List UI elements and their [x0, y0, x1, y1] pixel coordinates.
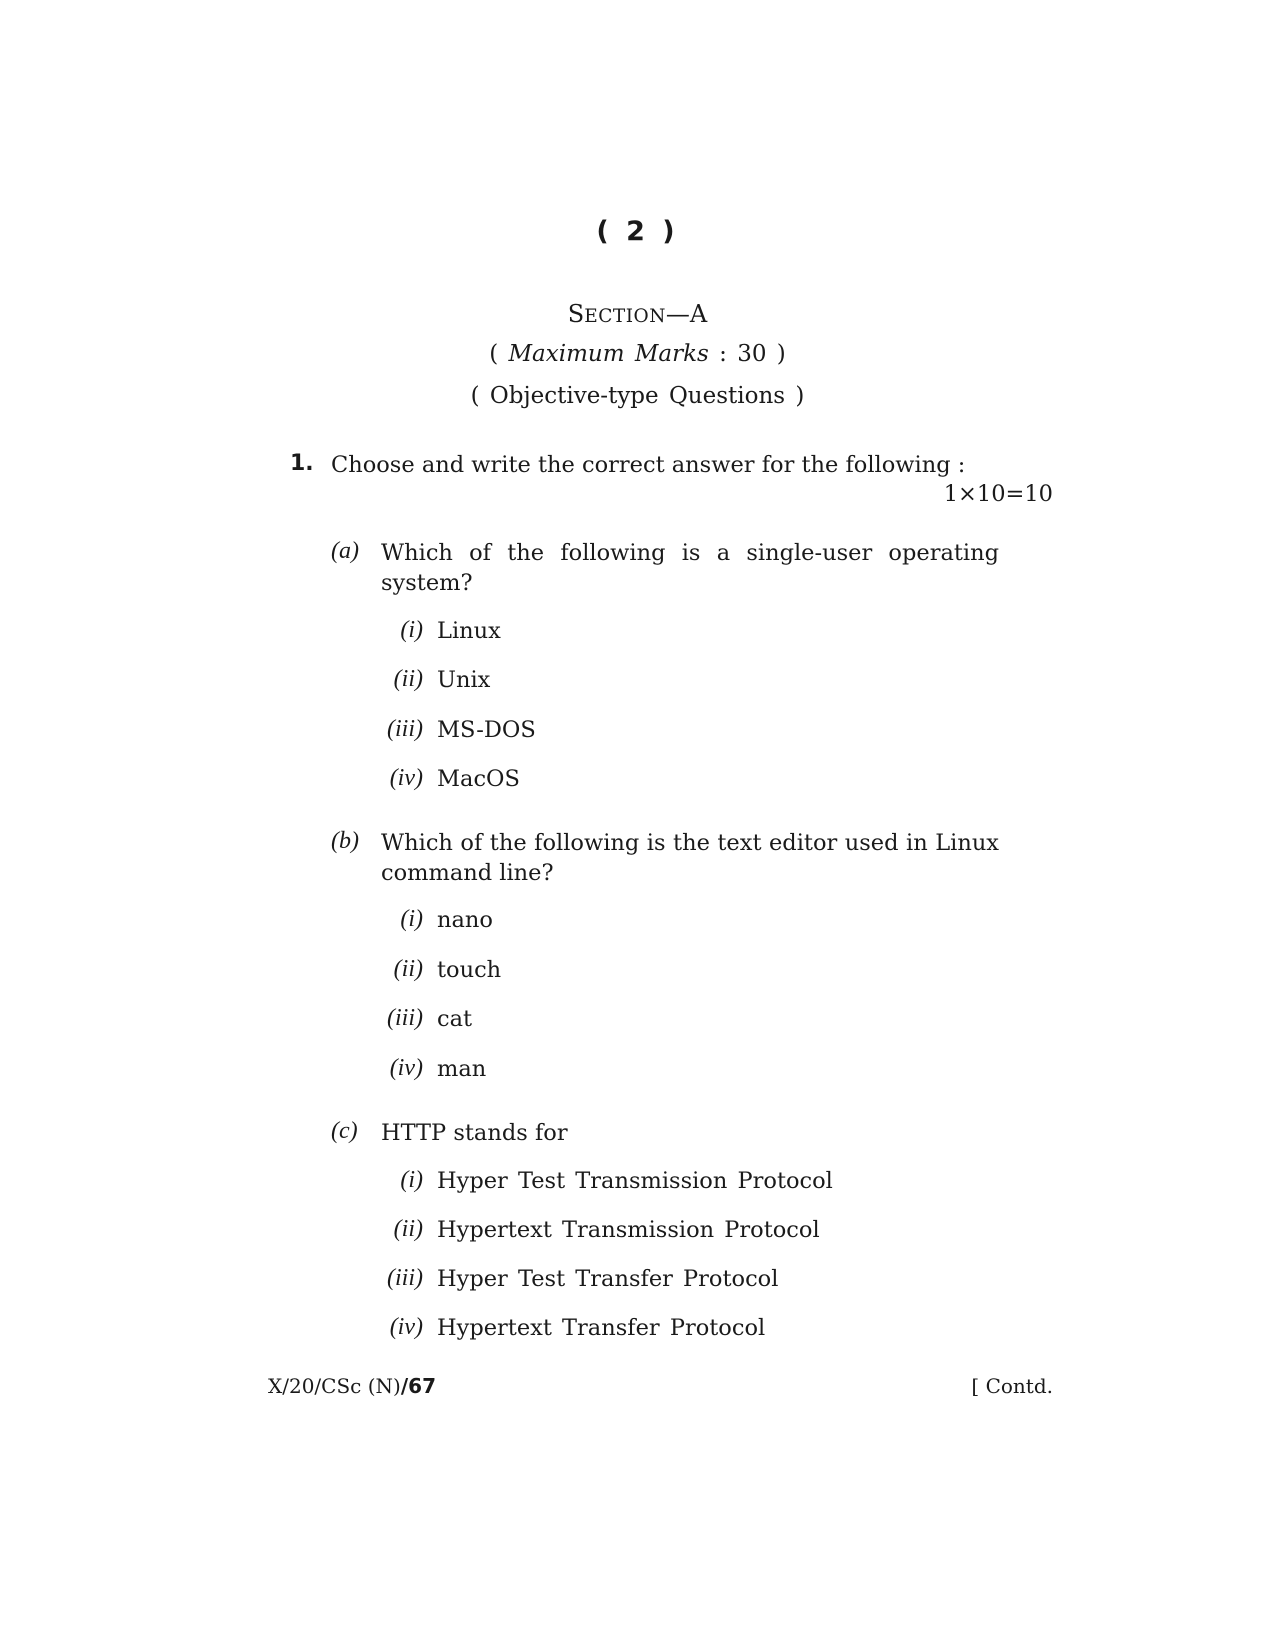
- option-b-iv-label: (iv): [389, 1055, 423, 1081]
- option-c-iii-label: (iii): [387, 1265, 423, 1291]
- paper-code-suffix: /67: [400, 1374, 436, 1398]
- option-c-ii-text: Hypertext Transmission Protocol: [437, 1217, 820, 1243]
- marks-value: : 30 ): [719, 341, 786, 367]
- option-a-i-label: (i): [400, 617, 423, 643]
- question-text: Choose and write the correct answer for the following :: [331, 452, 966, 478]
- maximum-marks: [0, 341, 1275, 367]
- paper-code: [268, 1374, 436, 1398]
- option-c-iv-label: (iv): [389, 1314, 423, 1340]
- option-c-iii-text: Hyper Test Transfer Protocol: [437, 1266, 779, 1292]
- subquestion-c-text: HTTP stands for: [381, 1120, 568, 1146]
- subquestion-c-label: (c): [331, 1118, 358, 1144]
- option-c-ii-label: (ii): [393, 1216, 423, 1242]
- option-c-i-text: Hyper Test Transmission Protocol: [437, 1168, 833, 1194]
- option-a-i-text: Linux: [437, 618, 501, 644]
- option-c-iv-text: Hypertext Transfer Protocol: [437, 1315, 766, 1341]
- option-a-iii-label: (iii): [387, 716, 423, 742]
- continued-note: [ Contd.: [971, 1374, 1053, 1398]
- option-a-iv-label: (iv): [389, 765, 423, 791]
- option-b-i-text: nano: [437, 907, 493, 933]
- option-b-ii-label: (ii): [393, 956, 423, 982]
- question-number: 1.: [290, 451, 314, 476]
- option-b-ii-text: touch: [437, 957, 502, 983]
- marks-label: Maximum Marks: [508, 341, 709, 367]
- question-marks: 1×10=10: [943, 481, 1053, 507]
- subquestion-b-text: Which of the following is the text editor used in Linux command line?: [381, 830, 999, 886]
- section-title: [0, 300, 1275, 328]
- option-a-ii-text: Unix: [437, 667, 491, 693]
- option-b-iii-label: (iii): [387, 1005, 423, 1031]
- option-b-iv-text: man: [437, 1056, 487, 1082]
- question-type: ( Objective-type Questions ): [470, 383, 805, 409]
- paper-code-prefix: X/20/CSc (N): [268, 1374, 401, 1398]
- subquestion-a-text: Which of the following is a single-user operating system?: [381, 540, 999, 596]
- option-c-i-label: (i): [400, 1167, 423, 1193]
- option-b-i-label: (i): [400, 906, 423, 932]
- marks-open-paren: (: [489, 341, 499, 367]
- option-a-iv-text: MacOS: [437, 766, 520, 792]
- option-a-iii-text: MS-DOS: [437, 717, 536, 743]
- subquestion-a-label: (a): [331, 538, 359, 564]
- option-b-iii-text: cat: [437, 1006, 473, 1032]
- section-title-suffix: —A: [665, 300, 708, 328]
- subquestion-b-label: (b): [331, 828, 359, 854]
- page-number: ( 2 ): [596, 216, 679, 247]
- section-title-smallcaps: ECTION: [584, 306, 666, 327]
- option-a-ii-label: (ii): [393, 666, 423, 692]
- section-title-initial: S: [567, 300, 585, 328]
